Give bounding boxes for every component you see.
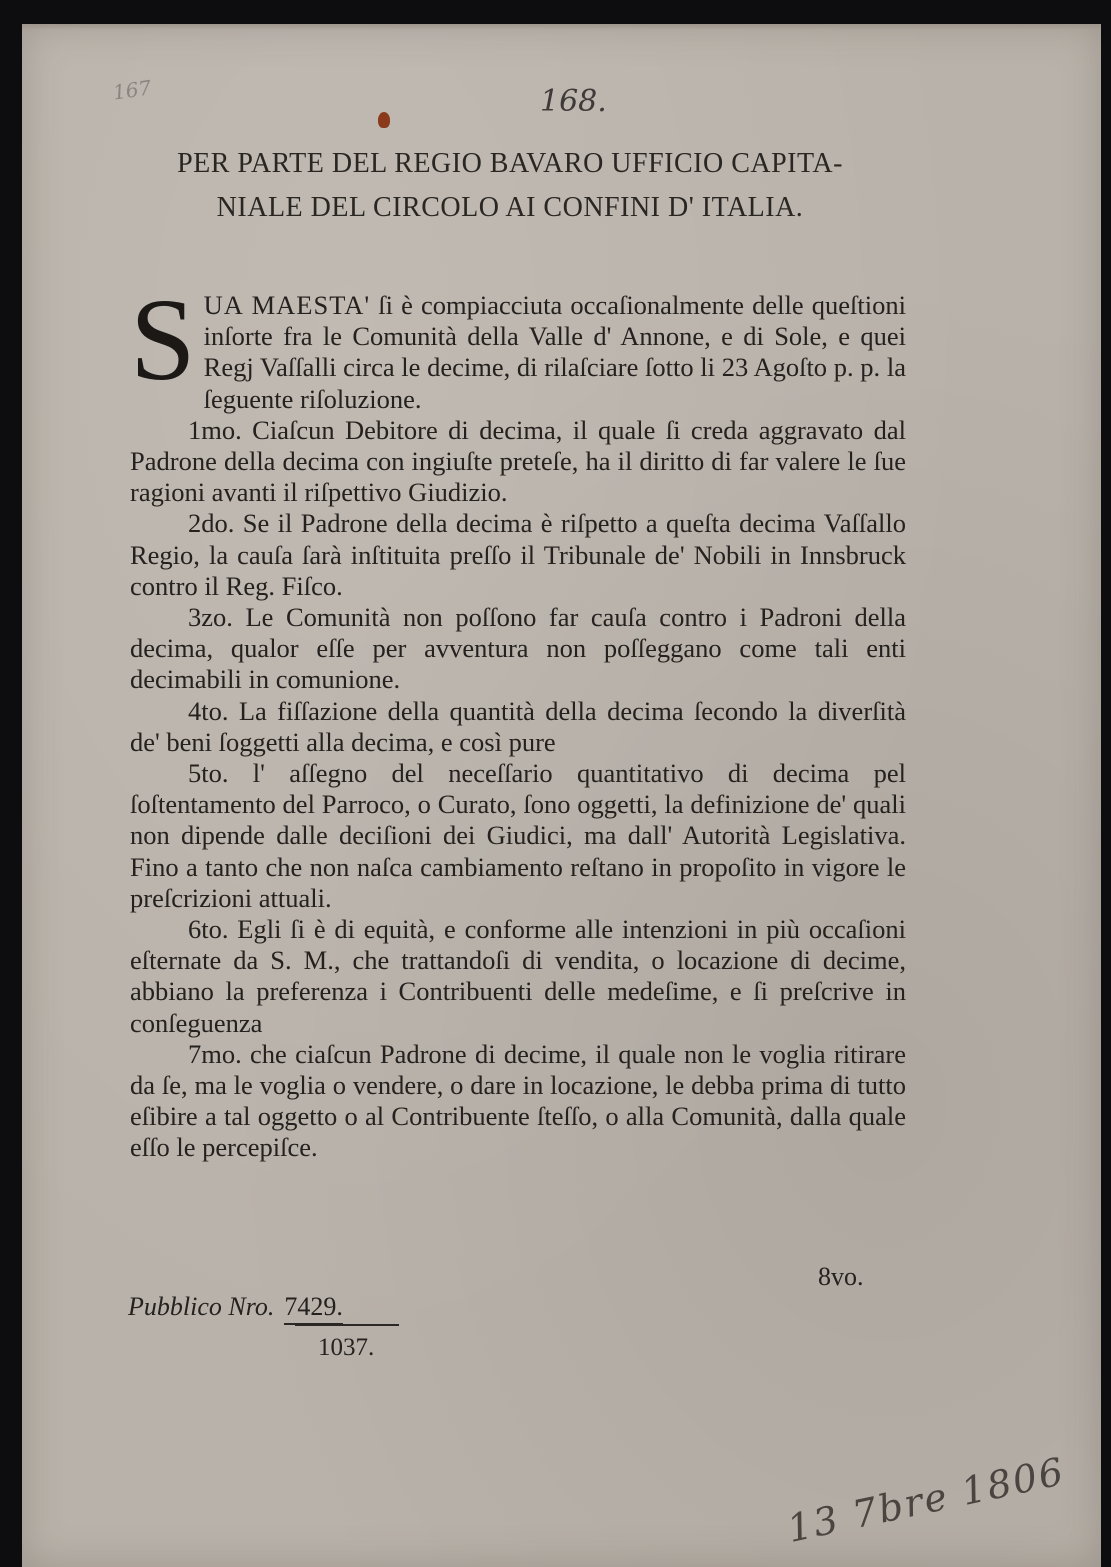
publication-number — [128, 1292, 343, 1322]
paragraph-6: 6to. Egli ſi è di equità, e conforme alle intenzioni in più occaſioni eſternate da S. M., che trattandoſi di vendita, o locazione di decime, abbiano la preferenza i Contribuenti delle medeſime, e ſi preſcrive in conſeguenza — [130, 914, 906, 1038]
paragraph-4: 4to. La fiſſazione della quantità della decima ſecondo la diverſità de' beni ſoggetti alla decima, e così pure — [130, 695, 906, 757]
intro-text: ſi è compiacciuta occaſionalmente delle queſtioni inſorte fra le Comunità della Valle d' Annone, e di Sole, e quei Regj Vaſſalli circa le decime, di rilaſciare ſotto li 23 Agoſto p. p. la ſeguente riſoluzione. — [203, 290, 907, 414]
catchword: 8vo. — [818, 1262, 864, 1291]
footer-rule — [295, 1324, 399, 1326]
paragraph-7: 7mo. che ciaſcun Padrone di decime, il quale non le voglia ritirare da ſe, ma le voglia o vendere, o dare in locazione, le debba prima di tutto eſibire a tal oggetto o al Contribuente ſteſſo, o alla Comunità, dalla quale eſſo le percepiſce. — [130, 1038, 906, 1163]
document-body — [130, 274, 907, 1164]
drop-cap: S — [130, 274, 196, 405]
document-title — [110, 142, 910, 230]
title-line-2: NIALE DEL CIRCOLO AI CONFINI D' ITALIA. — [216, 192, 804, 223]
handwritten-date: 13 7bre 1806 — [783, 1449, 1069, 1551]
intro-paragraph — [130, 274, 907, 415]
publication-value: 7429. — [284, 1292, 343, 1325]
secondary-number: 1037. — [318, 1334, 375, 1361]
paragraph-5: 5to. l' aſſegno del neceſſario quantitativo di decima pel ſoſtentamento del Parroco, o Curato, ſono oggetti, la definizione de' quali non dipende dalle deciſioni dei Giudici, ma dall' Autorità Legislativa. Fino a tanto che non naſca cambiamento reſtano in propoſito in vigore le preſcrizioni attuali. — [130, 758, 906, 913]
ink-blot — [378, 112, 390, 128]
pencil-page-number: 167 — [111, 75, 153, 105]
ink-folio-number: 168. — [540, 84, 607, 119]
paragraph-1: 1mo. Ciaſcun Debitore di decima, il quale ſi creda aggravato dal Padrone della decima con ingiuſte preteſe, ha il diritto di far valere le ſue ragioni avanti il riſpettivo Giudizio. — [130, 414, 906, 508]
paragraph-2: 2do. Se il Padrone della decima è riſpetto a queſta decima Vaſſallo Regio, la cauſa ſarà inſtituita preſſo il Tribunale de' Nobili in Innsbruck contro il Reg. Fiſco. — [130, 508, 906, 601]
title-line-1: PER PARTE DEL REGIO BAVARO UFFICIO CAPITA- — [177, 148, 843, 179]
intro-caps: UA MAESTA' — [203, 290, 371, 320]
publication-label: Pubblico Nro. — [128, 1292, 275, 1321]
paragraph-3: 3zo. Le Comunità non poſſono far cauſa contro i Padroni della decima, qualor eſſe per avventura non poſſeggano come tali enti decimabili in comunione. — [130, 602, 906, 695]
